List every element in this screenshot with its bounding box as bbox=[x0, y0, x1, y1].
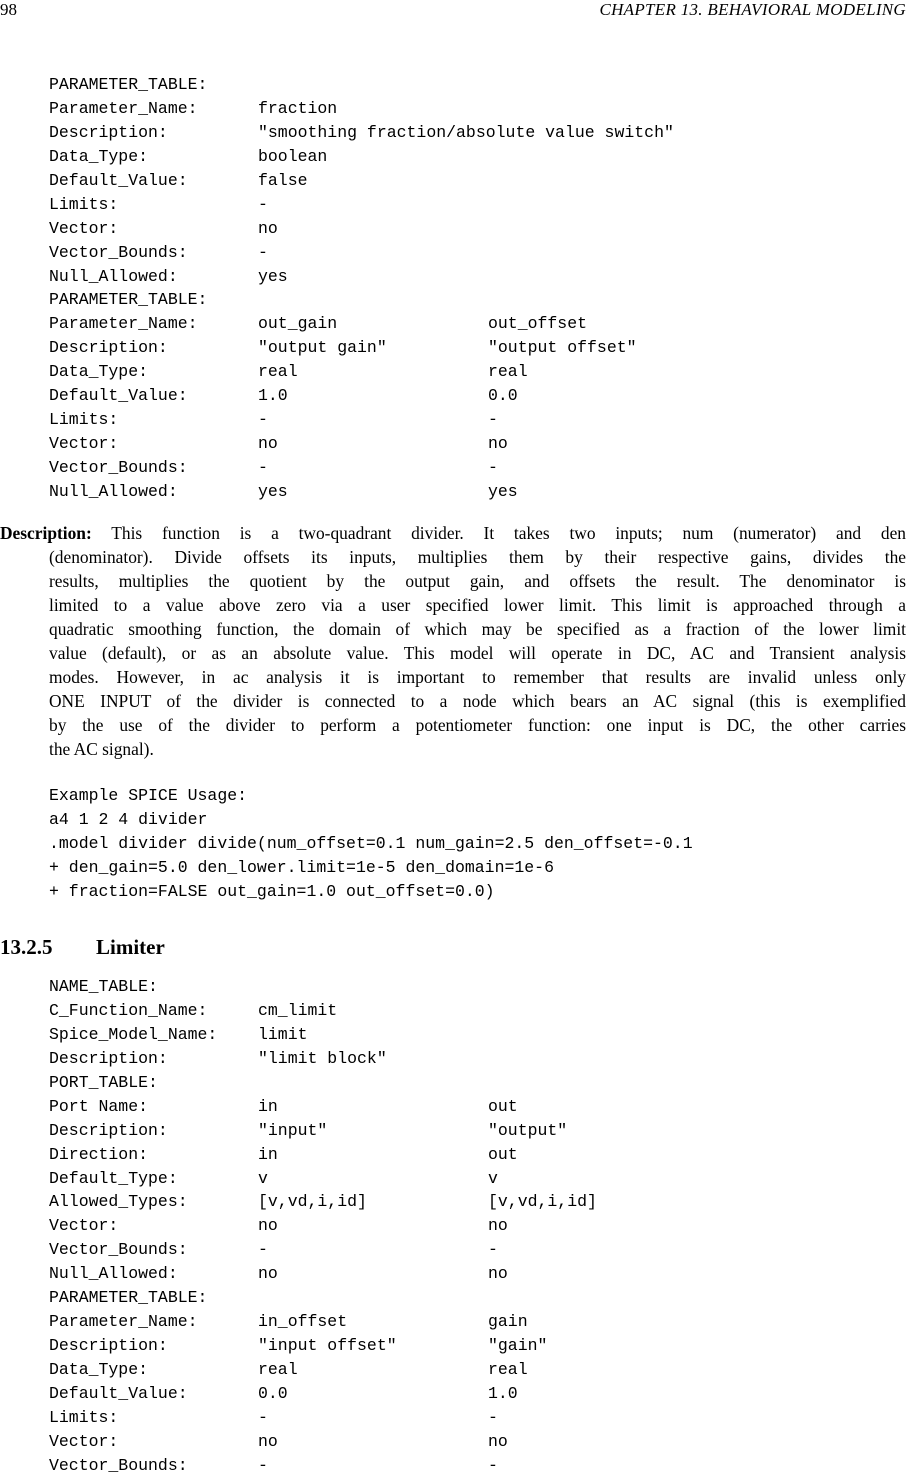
field-value: - bbox=[258, 458, 268, 477]
field-name: Data_Type: bbox=[49, 146, 149, 166]
field-value: limit bbox=[258, 1024, 308, 1044]
field-name: Vector_Bounds: bbox=[49, 458, 188, 477]
field-name: Description: bbox=[49, 1336, 168, 1356]
field-name: Vector_Bounds: bbox=[49, 1455, 188, 1475]
field-value: "output offset" bbox=[488, 338, 637, 358]
section-heading bbox=[0, 933, 165, 961]
field-name: PARAMETER_TABLE: bbox=[49, 290, 208, 310]
field-name: Vector: bbox=[49, 218, 119, 238]
field-value: - bbox=[488, 1240, 498, 1260]
description-line: the AC signal). bbox=[49, 739, 154, 759]
field-value: gain bbox=[488, 1312, 528, 1332]
code-line: + fraction=FALSE out_gain=1.0 out_offset=0.0) bbox=[49, 881, 495, 901]
field-value: fraction bbox=[258, 98, 338, 118]
field-name: Vector: bbox=[49, 434, 119, 454]
field-value: yes bbox=[258, 266, 288, 286]
field-value: "output gain" bbox=[258, 338, 387, 358]
field-value: out_offset bbox=[488, 314, 588, 334]
field-name: Vector_Bounds: bbox=[49, 242, 188, 262]
field-value: in_offset bbox=[258, 1312, 348, 1332]
page-number: 98 bbox=[0, 0, 17, 19]
field-value: - bbox=[258, 194, 268, 214]
field-name: Vector: bbox=[49, 1216, 119, 1236]
field-value: - bbox=[488, 410, 498, 430]
field-name: Description: bbox=[49, 1120, 168, 1140]
field-value: false bbox=[258, 170, 308, 190]
field-value: real bbox=[258, 362, 298, 382]
description-line: results, multiplies the quotient by the output gain, and offsets the result. The denominator is bbox=[49, 571, 906, 591]
field-value: no bbox=[488, 1264, 508, 1284]
field-value: no bbox=[488, 434, 508, 454]
field-value: real bbox=[488, 362, 528, 382]
field-name: Description: bbox=[49, 338, 168, 358]
field-value: boolean bbox=[258, 146, 328, 166]
description-label: Description: bbox=[0, 523, 92, 543]
code-line: + den_gain=5.0 den_lower.limit=1e-5 den_domain=1e-6 bbox=[49, 857, 554, 877]
code-line: .model divider divide(num_offset=0.1 num_gain=2.5 den_offset=-0.1 bbox=[49, 833, 693, 853]
field-name: PARAMETER_TABLE: bbox=[49, 1288, 208, 1308]
field-value: 1.0 bbox=[488, 1383, 518, 1403]
description-line: by the use of the divider to perform a potentiometer function: one input is DC, the other carries bbox=[49, 715, 906, 735]
field-value: no bbox=[258, 218, 278, 238]
field-name: PORT_TABLE: bbox=[49, 1072, 158, 1092]
description-line: modes. However, in ac analysis it is important to remember that results are invalid unless only bbox=[49, 667, 906, 687]
field-value: - bbox=[258, 1240, 268, 1260]
field-value: 0.0 bbox=[488, 386, 518, 406]
example-spice-usage bbox=[49, 784, 693, 904]
field-name: Default_Value: bbox=[49, 170, 188, 190]
description-line: ONE INPUT of the divider is connected to a node which bears an AC signal (this is exemplified bbox=[49, 691, 906, 711]
section-title: Limiter bbox=[96, 935, 165, 959]
field-value: out bbox=[488, 1096, 518, 1116]
field-value: real bbox=[258, 1360, 298, 1379]
description-line: quadratic smoothing function, the domain of which may be specified as a fraction of the lower limit bbox=[49, 619, 906, 639]
field-value: "input offset" bbox=[258, 1336, 397, 1356]
field-value: out bbox=[488, 1144, 518, 1164]
field-value: yes bbox=[258, 481, 288, 501]
field-name: Default_Type: bbox=[49, 1168, 178, 1188]
description-line: value (default), or as an absolute value. This model will operate in DC, AC and Transient analysis bbox=[49, 643, 906, 663]
field-value: - bbox=[258, 1407, 268, 1427]
field-name: Data_Type: bbox=[49, 1360, 149, 1379]
field-value: no bbox=[488, 1431, 508, 1451]
field-name: Vector: bbox=[49, 1431, 119, 1451]
field-value: out_gain bbox=[258, 314, 338, 334]
field-name: Data_Type: bbox=[49, 362, 149, 382]
code-line: Example SPICE Usage: bbox=[49, 786, 248, 805]
field-name: Default_Value: bbox=[49, 1383, 188, 1403]
field-value: - bbox=[258, 410, 268, 430]
field-name: Description: bbox=[49, 122, 168, 142]
description-paragraph bbox=[0, 521, 906, 761]
description-line: limited to a value above zero via a user specified lower limit. This limit is approached through a bbox=[49, 595, 906, 615]
field-value: v bbox=[488, 1168, 498, 1188]
field-value: "limit block" bbox=[258, 1048, 387, 1068]
field-value: - bbox=[258, 242, 268, 262]
field-value: "output" bbox=[488, 1120, 568, 1140]
field-value: no bbox=[258, 1431, 278, 1451]
field-value: no bbox=[258, 1264, 278, 1284]
field-value: 0.0 bbox=[258, 1383, 288, 1403]
field-value: no bbox=[258, 434, 278, 454]
field-name: Limits: bbox=[49, 410, 119, 430]
field-name: Null_Allowed: bbox=[49, 266, 178, 286]
field-name: Limits: bbox=[49, 1407, 119, 1427]
field-name: Vector_Bounds: bbox=[49, 1240, 188, 1260]
section-number: 13.2.5 bbox=[0, 935, 53, 959]
field-value: real bbox=[488, 1360, 528, 1379]
field-name: C_Function_Name: bbox=[49, 1000, 208, 1020]
running-header bbox=[0, 0, 906, 20]
field-value: no bbox=[258, 1216, 278, 1236]
field-name: Parameter_Name: bbox=[49, 314, 198, 334]
field-value: - bbox=[258, 1455, 268, 1475]
field-name: Limits: bbox=[49, 194, 119, 214]
field-name: Null_Allowed: bbox=[49, 481, 178, 501]
field-name: Description: bbox=[49, 1048, 168, 1068]
field-name: NAME_TABLE: bbox=[49, 977, 158, 996]
field-name: Spice_Model_Name: bbox=[49, 1024, 218, 1044]
description-line: Description: This function is a two-quadrant divider. It takes two inputs; num (numerator) and den bbox=[0, 523, 906, 543]
field-value: no bbox=[488, 1216, 508, 1236]
field-value: "smoothing fraction/absolute value switch" bbox=[258, 122, 674, 142]
code-line: a4 1 2 4 divider bbox=[49, 809, 208, 829]
field-name: Default_Value: bbox=[49, 386, 188, 406]
field-name: Null_Allowed: bbox=[49, 1264, 178, 1284]
field-value: v bbox=[258, 1168, 268, 1188]
field-value: in bbox=[258, 1144, 278, 1164]
description-line: (denominator). Divide offsets its inputs, multiplies them by their respective gains, divides the bbox=[49, 547, 906, 567]
field-name: PARAMETER_TABLE: bbox=[49, 75, 208, 94]
chapter-title: CHAPTER 13. BEHAVIORAL MODELING bbox=[599, 0, 906, 19]
field-name: Allowed_Types: bbox=[49, 1192, 188, 1212]
field-value: [v,vd,i,id] bbox=[258, 1192, 367, 1212]
field-value: [v,vd,i,id] bbox=[488, 1192, 597, 1212]
field-name: Port Name: bbox=[49, 1096, 149, 1116]
field-name: Direction: bbox=[49, 1144, 149, 1164]
field-name: Parameter_Name: bbox=[49, 98, 198, 118]
field-value: - bbox=[488, 1407, 498, 1427]
field-name: Parameter_Name: bbox=[49, 1312, 198, 1332]
field-value: - bbox=[488, 458, 498, 477]
field-value: in bbox=[258, 1096, 278, 1116]
field-value: "gain" bbox=[488, 1336, 548, 1356]
field-value: yes bbox=[488, 481, 518, 501]
field-value: 1.0 bbox=[258, 386, 288, 406]
field-value: "input" bbox=[258, 1120, 328, 1140]
field-value: - bbox=[488, 1455, 498, 1475]
field-value: cm_limit bbox=[258, 1000, 338, 1020]
